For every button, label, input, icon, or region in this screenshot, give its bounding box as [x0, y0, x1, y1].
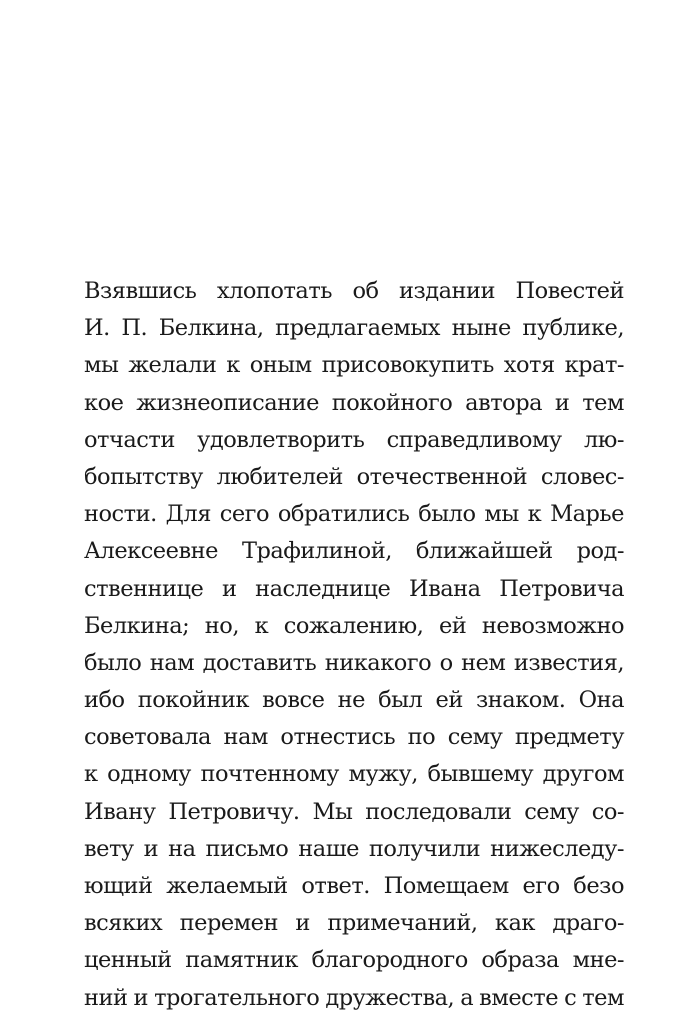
- text-line: Алексеевне Трафилиной, ближайшей род-: [84, 538, 624, 565]
- text-line: И. П. Белкина, предлагаемых ныне публике,: [84, 315, 624, 342]
- text-line: было нам доставить никакого о нем известия,: [84, 649, 624, 676]
- text-line: кое жизнеописание покойного автора и тем: [84, 389, 624, 416]
- text-line: ющий желаемый ответ. Помещаем его безо: [84, 873, 624, 899]
- text-line: к одному почтенному мужу, бывшему другом: [84, 761, 624, 788]
- text-line: Взявшись хлопотать об издании Повестей: [84, 278, 624, 304]
- text-line: Ивану Петровичу. Мы последовали сему со-: [84, 798, 624, 825]
- text-line: Белкина; но, к сожалению, ей невозможно: [84, 612, 624, 639]
- text-line: ний и трогательного дружества, а вместе с тем: [84, 984, 624, 1011]
- text-line: бопытству любителей отечественной словес-: [84, 463, 624, 490]
- text-line: советовала нам отнестись по сему предмету: [84, 724, 624, 751]
- text-line: отчасти удовлетворить справедливому лю-: [84, 426, 624, 453]
- text-line: ности. Для сего обратились было мы к Марье: [84, 501, 624, 528]
- text-line: мы желали к оным присовокупить хотя крат-: [84, 352, 624, 379]
- text-line: ственнице и наследнице Ивана Петровича: [84, 575, 624, 602]
- text-line: вету и на письмо наше получили нижеследу-: [84, 835, 624, 862]
- text-line: ценный памятник благородного образа мне-: [84, 947, 624, 974]
- text-line: всяких перемен и примечаний, как драго-: [84, 910, 624, 937]
- text-line: ибо покойник вовсе не был ей знаком. Она: [84, 687, 624, 714]
- body-text: [84, 273, 624, 1017]
